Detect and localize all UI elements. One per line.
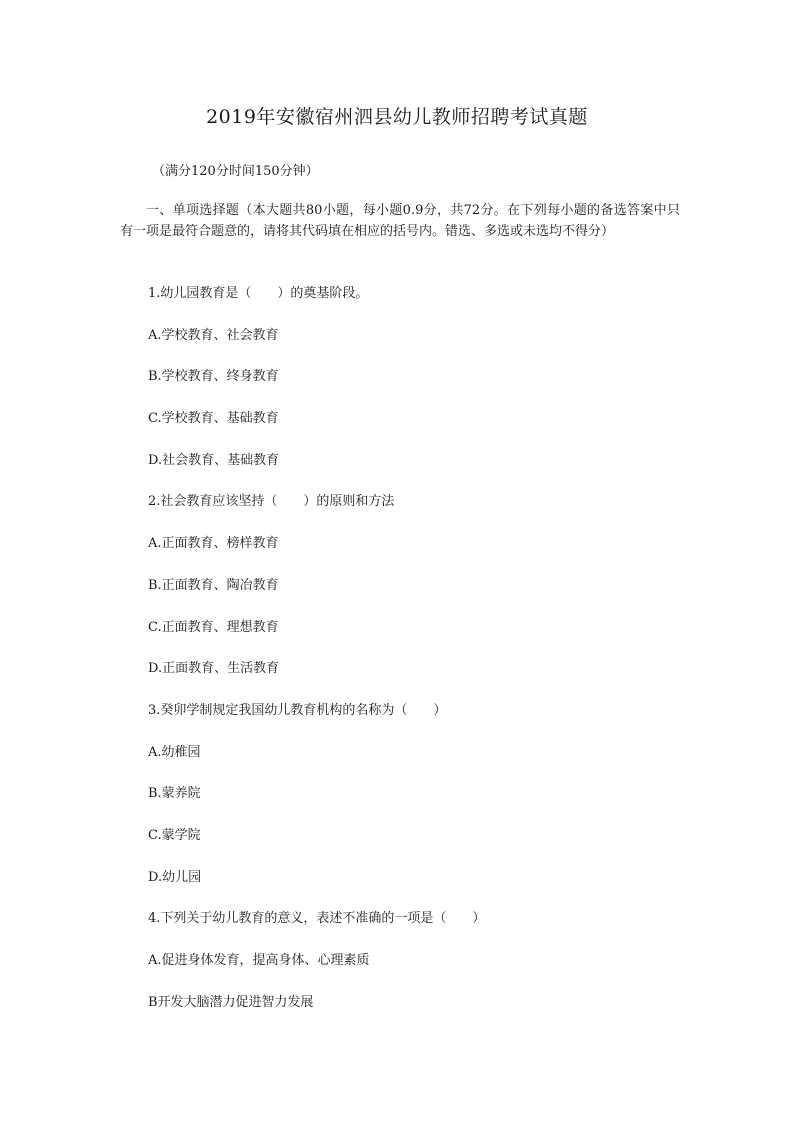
answer-option: B.正面教育、陶冶教育 bbox=[148, 577, 279, 593]
question-line: 2.社会教育应该坚持（ ）的原则和方法 bbox=[148, 494, 395, 510]
question-line: 3.癸卯学制规定我国幼儿教育机构的名称为（ ） bbox=[148, 702, 447, 718]
document-subtitle: （满分120分时间150分钟） bbox=[152, 164, 319, 179]
answer-option: C.蒙学院 bbox=[148, 827, 201, 843]
question-line: 1.幼儿园教育是（ ）的奠基阶段。 bbox=[148, 286, 369, 301]
answer-option: B.蒙养院 bbox=[148, 786, 201, 802]
answer-option: A.正面教育、榜样教育 bbox=[148, 536, 279, 552]
question-list bbox=[148, 284, 485, 1034]
answer-option: D.正面教育、生活教育 bbox=[148, 661, 280, 677]
document-title: 2019年安徽宿州泗县幼儿教师招聘考试真题 bbox=[206, 106, 588, 128]
answer-option: B开发大脑潜力促进智力发展 bbox=[148, 994, 314, 1010]
answer-option: A.学校教育、社会教育 bbox=[148, 327, 279, 343]
answer-option: C.正面教育、理想教育 bbox=[148, 619, 279, 635]
answer-option: C.学校教育、基础教育 bbox=[148, 411, 279, 427]
answer-option: A.促进身体发育，提高身体、心理素质 bbox=[148, 953, 370, 968]
question-line: 4.下列关于幼儿教育的意义，表述不准确的一项是（ ） bbox=[148, 911, 486, 927]
answer-option: B.学校教育、终身教育 bbox=[148, 369, 279, 385]
answer-option: D.幼儿园 bbox=[148, 869, 202, 885]
section-instructions: 一、单项选择题（本大题共80小题，每小题0.9分，共72分。在下列每小题的备选答案中只有一项是最符合题意的，请将其代码填在相应的括号内。错选、多选或未选均不得分） bbox=[120, 203, 680, 239]
answer-option: D.社会教育、基础教育 bbox=[148, 452, 280, 468]
answer-option: A.幼稚园 bbox=[148, 744, 201, 760]
